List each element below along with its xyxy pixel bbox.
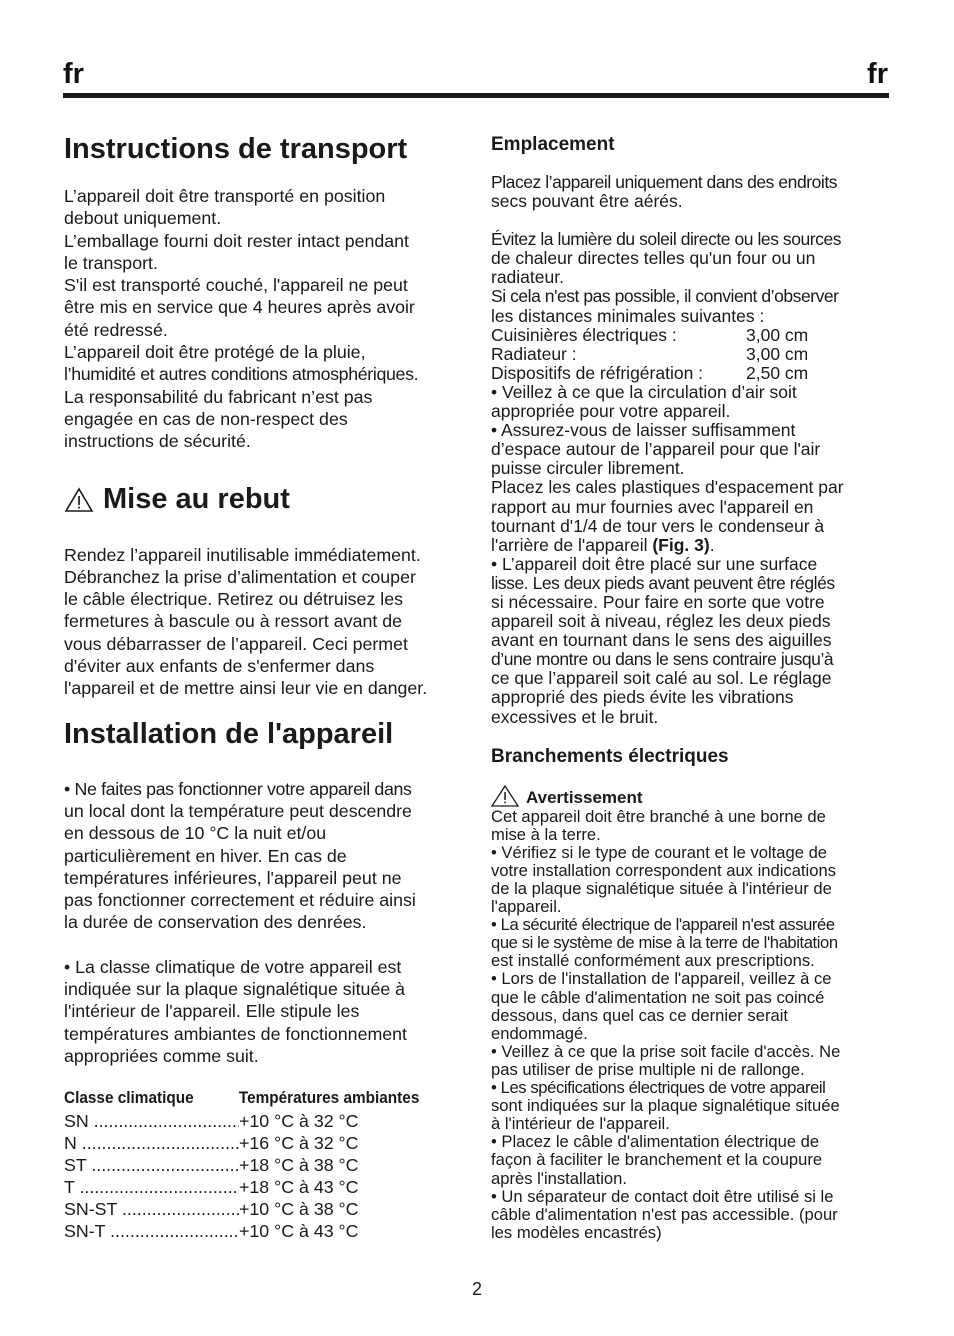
text-line: les distances minimales suivantes : [491,305,765,326]
text-line: est installé conformément aux prescriptions. [491,951,815,971]
text-line: • Veillez à ce que la circulation d’air soit [491,381,797,402]
text-line: câble d'alimentation n'est pas accessible. (pour [491,1204,838,1224]
text-line: • L’appareil doit être placé sur une surface [491,553,818,574]
header-rule [63,93,889,98]
text-line-span: • La sécurité électrique de l'appareil n'est assurée [491,915,835,935]
text-line: à l'intérieur de l'appareil. [491,1114,670,1134]
text-line: mise à la terre. [491,824,601,844]
distance-row [491,326,891,345]
column-header: Classe climatique [64,1089,194,1108]
text-line: après l'installation. [491,1168,627,1188]
text-line-span: Si cela n'est pas possible, il convient d’observer [491,286,839,307]
text-line [64,363,468,385]
text-line: l'intérieur de l'appareil. Elle stipule les [64,1001,360,1022]
text-line: le transport. [64,252,158,273]
temperature-range: +18 °C à 38 °C [239,1155,359,1176]
text-line: • Un séparateur de contact doit être utilisé si le [491,1186,834,1206]
right-column [491,133,891,1242]
text-line: un local dont la température peut descendre [64,800,412,821]
climate-class: SN-ST ..... [64,1198,239,1220]
text-line: que le câble d'alimentation ne soit pas coincé [491,987,825,1007]
text-line: être mis en service que 4 heures après avoir [64,297,415,318]
text-line: secs pouvant être aérés. [491,191,683,212]
text-line: Débranchez la prise d’alimentation et couper [64,566,416,587]
text-line: pas utiliser de prise multiple ni de rallonge. [491,1059,805,1079]
text-line: en dessous de 10 °C la nuit et/ou [64,823,327,844]
text-line: d’espace autour de l’appareil pour que l'air [491,439,821,460]
text-line: • Vérifiez si le type de courant et le voltage de [491,842,828,862]
text-line: été redressé. [64,319,168,340]
text-line: avant en tournant dans le sens des aiguilles [491,630,832,651]
column-header: Températures ambiantes [238,1089,420,1108]
text-line: façon à faciliter le branchement et la coupure [491,1150,823,1170]
text-line: de chaleur directes telles qu'un four ou un [491,248,816,269]
text-line: les modèles encastrés) [491,1222,662,1242]
text-line: L’appareil doit être protégé de la pluie, [64,342,366,363]
installation-text [64,778,468,1088]
language-code-right: fr [867,58,888,90]
text-line: approprié des pieds évite les vibrations [491,687,794,708]
text-line: dessous, dans quel cas ce dernier serait [491,1005,789,1025]
text-line: debout uniquement. [64,208,222,229]
table-row [64,1154,468,1176]
table-row [64,1132,468,1154]
text-line: températures ambiantes de fonctionnement [64,1023,407,1044]
location-text [491,173,891,727]
language-code-left: fr [63,58,84,90]
distance-row [491,345,891,364]
installation-heading: Installation de l'appareil [64,717,394,750]
text-line: vous débarrasser de l’appareil. Ceci permet [64,633,408,654]
text-line [491,574,891,593]
distance-value: 2,50 cm [746,362,809,383]
disposal-heading [64,480,468,518]
text-line [491,230,891,249]
text-line: puisse circuler librement. [491,458,685,479]
text-line-span: que si le système de mise à la terre de l'habitation [491,933,838,953]
temperature-range: +16 °C à 32 °C [239,1133,359,1154]
text-line: températures inférieures, l'appareil peut ne [64,867,402,888]
warning-heading [491,784,891,808]
text-line: appropriée pour votre appareil. [491,401,731,422]
text-line [491,916,891,934]
text-line: L’emballage fourni doit rester intact pendant [64,230,409,251]
text-line: S'il est transporté couché, l'appareil ne peut [64,275,408,296]
text-line: Rendez l’appareil inutilisable immédiatement. [64,544,421,565]
text-line: rapport au mur fournies avec l'appareil en [491,496,814,517]
text-line: votre installation correspondent aux indications [491,860,836,880]
text-line [491,650,891,669]
text-line: appropriées comme suit. [64,1045,259,1066]
text-line: le câble électrique. Retirez ou détruisez les [64,589,404,610]
text-line-span: l’humidité et autres conditions atmosphériques. [64,364,419,385]
text-line: fermetures à bascule ou à ressort avant de [64,611,403,632]
table-row [64,1198,468,1220]
text-line: • Veillez à ce que la prise soit facile d'accès. Ne [491,1041,841,1061]
text-line: appareil soit à niveau, réglez les deux pieds [491,611,831,632]
text-line-span: l'arrière de l'appareil [491,534,653,555]
text-line: engagée en cas de non-respect des [64,408,348,429]
text-line [491,934,891,952]
text-line: la durée de conservation des denrées. [64,912,367,933]
distance-row [491,364,891,383]
climate-class: SN ..... [64,1110,239,1132]
table-header [64,1087,464,1110]
text-line: endommagé. [491,1023,588,1043]
text-line-span: . [709,534,715,555]
text-line-span: Évitez la lumière du soleil directe ou les sources [491,229,842,250]
distance-label: Cuisinières électriques : [491,324,677,345]
temperature-range: +18 °C à 43 °C [239,1177,359,1198]
electrical-heading: Branchements électriques [491,745,729,767]
text-line-span: d’une montre ou dans le sens contraire jusqu’à [491,649,834,670]
distance-value: 3,00 cm [746,343,809,364]
electrical-text [491,808,891,1242]
disposal-heading-text: Mise au rebut [103,482,290,515]
text-line: • Lors de l'installation de l'appareil, veillez à ce [491,969,832,989]
text-line: La responsabilité du fabricant n’est pas [64,386,373,407]
text-line-span: lisse. Les deux pieds avant peuvent être réglés [491,572,835,593]
distance-value: 3,00 cm [746,324,809,345]
text-line: L’appareil doit être transporté en position [64,186,386,206]
warning-triangle-icon [64,487,94,513]
page-number: 2 [471,1279,482,1299]
text-line: • La classe climatique de votre appareil est [64,956,402,977]
climate-class: ST ..... [64,1154,239,1176]
text-line-span: • Ne faites pas fonctionner votre appareil dans [64,778,412,799]
text-line: d'éviter aux enfants de s'enfermer dans [64,656,375,677]
text-line: l'appareil et de mettre ainsi leur vie en danger. [64,678,428,699]
text-line: excessives et le bruit. [491,706,659,727]
text-line: sont indiquées sur la plaque signalétique située [491,1096,840,1116]
text-line: pas fonctionner correctement et réduire ainsi [64,890,416,911]
text-line: tournant d'1/4 de tour vers le condenseur à [491,515,825,536]
text-line [491,287,891,306]
figure-reference: (Fig. 3) [652,534,710,555]
table-row [64,1220,468,1242]
text-line: instructions de sécurité. [64,431,251,452]
text-line: l'appareil. [491,897,562,917]
climate-class-table [64,1087,468,1242]
distance-label: Radiateur : [491,343,577,364]
text-line-span: Placez l’appareil uniquement dans des endroits [491,172,838,192]
table-row [64,1176,468,1198]
climate-class: T ..... [64,1176,239,1198]
text-line [491,1079,891,1097]
transport-heading: Instructions de transport [64,133,408,165]
text-line: de la plaque signalétique située à l'intérieur de [491,879,832,898]
text-line-span: • Les spécifications électriques de votre appareil [491,1078,826,1098]
text-line: Placez les cales plastiques d'espacement par [491,477,844,498]
temperature-range: +10 °C à 32 °C [239,1111,359,1132]
text-line [64,778,468,800]
text-line: • Assurez-vous de laisser suffisamment [491,420,796,441]
distance-label: Dispositifs de réfrigération : [491,362,704,383]
transport-text [64,185,468,453]
text-line: indiquée sur la plaque signalétique située à [64,979,406,1000]
text-line: particulièrement en hiver. En cas de [64,845,347,866]
climate-class: SN-T ..... [64,1220,239,1242]
table-row [64,1110,468,1132]
text-line [491,536,891,555]
left-column [64,130,468,1242]
warning-triangle-icon [491,784,521,808]
text-line [491,173,891,192]
warning-title: Avertissement [526,787,643,807]
text-line: Cet appareil doit être branché à une borne de [491,806,826,826]
text-line: • Placez le câble d'alimentation électrique de [491,1132,820,1152]
disposal-text [64,544,468,700]
temperature-range: +10 °C à 38 °C [239,1199,359,1220]
climate-class: N ..... [64,1132,239,1154]
location-heading: Emplacement [491,134,615,155]
temperature-range: +10 °C à 43 °C [239,1221,359,1242]
text-line: radiateur. [491,267,564,288]
text-line: ce que l’appareil soit calé au sol. Le réglage [491,668,832,689]
text-line: si nécessaire. Pour faire en sorte que votre [491,591,825,612]
